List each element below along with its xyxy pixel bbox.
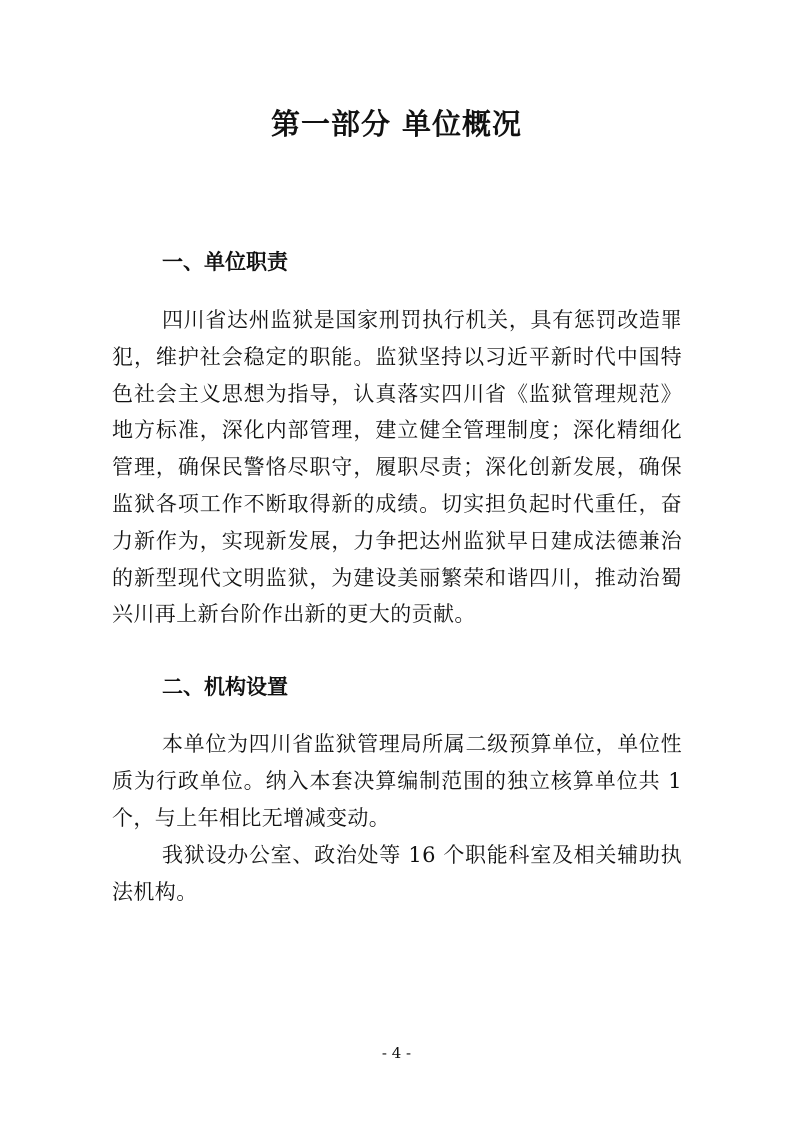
section-heading-duties: 一、单位职责 — [162, 250, 288, 274]
section-heading-organization: 二、机构设置 — [162, 675, 288, 699]
paragraph-organization: 本单位为四川省监狱管理局所属二级预算单位，单位性质为行政单位。纳入本套决算编制范围的独立核算单位共 1 个，与上年相比无增减变动。 — [112, 732, 682, 830]
paragraph-duties: 四川省达州监狱是国家刑罚执行机关，具有惩罚改造罪犯，维护社会稳定的职能。监狱坚持以习近平新时代中国特色社会主义思想为指导，认真落实四川省《监狱管理规范》地方标准，深化内部管理，建立健全管理制度；深化精细化管理，确保民警恪尽职守，履职尽责；深化创新发展，确保监狱各项工作不断取得新的成绩。切实担负起时代重任，奋力新作为，实现新发展，力争把达州监狱早日建成法德兼治的新型现代文明监狱，为建设美丽繁荣和谐四川，推动治蜀兴川再上新台阶作出新的更大的贡献。 — [112, 308, 682, 627]
page-number: - 4 - — [381, 1044, 412, 1062]
page-title: 第一部分 单位概况 — [270, 107, 523, 141]
paragraph-departments: 我狱设办公室、政治处等 16 个职能科室及相关辅助执法机构。 — [112, 843, 682, 904]
